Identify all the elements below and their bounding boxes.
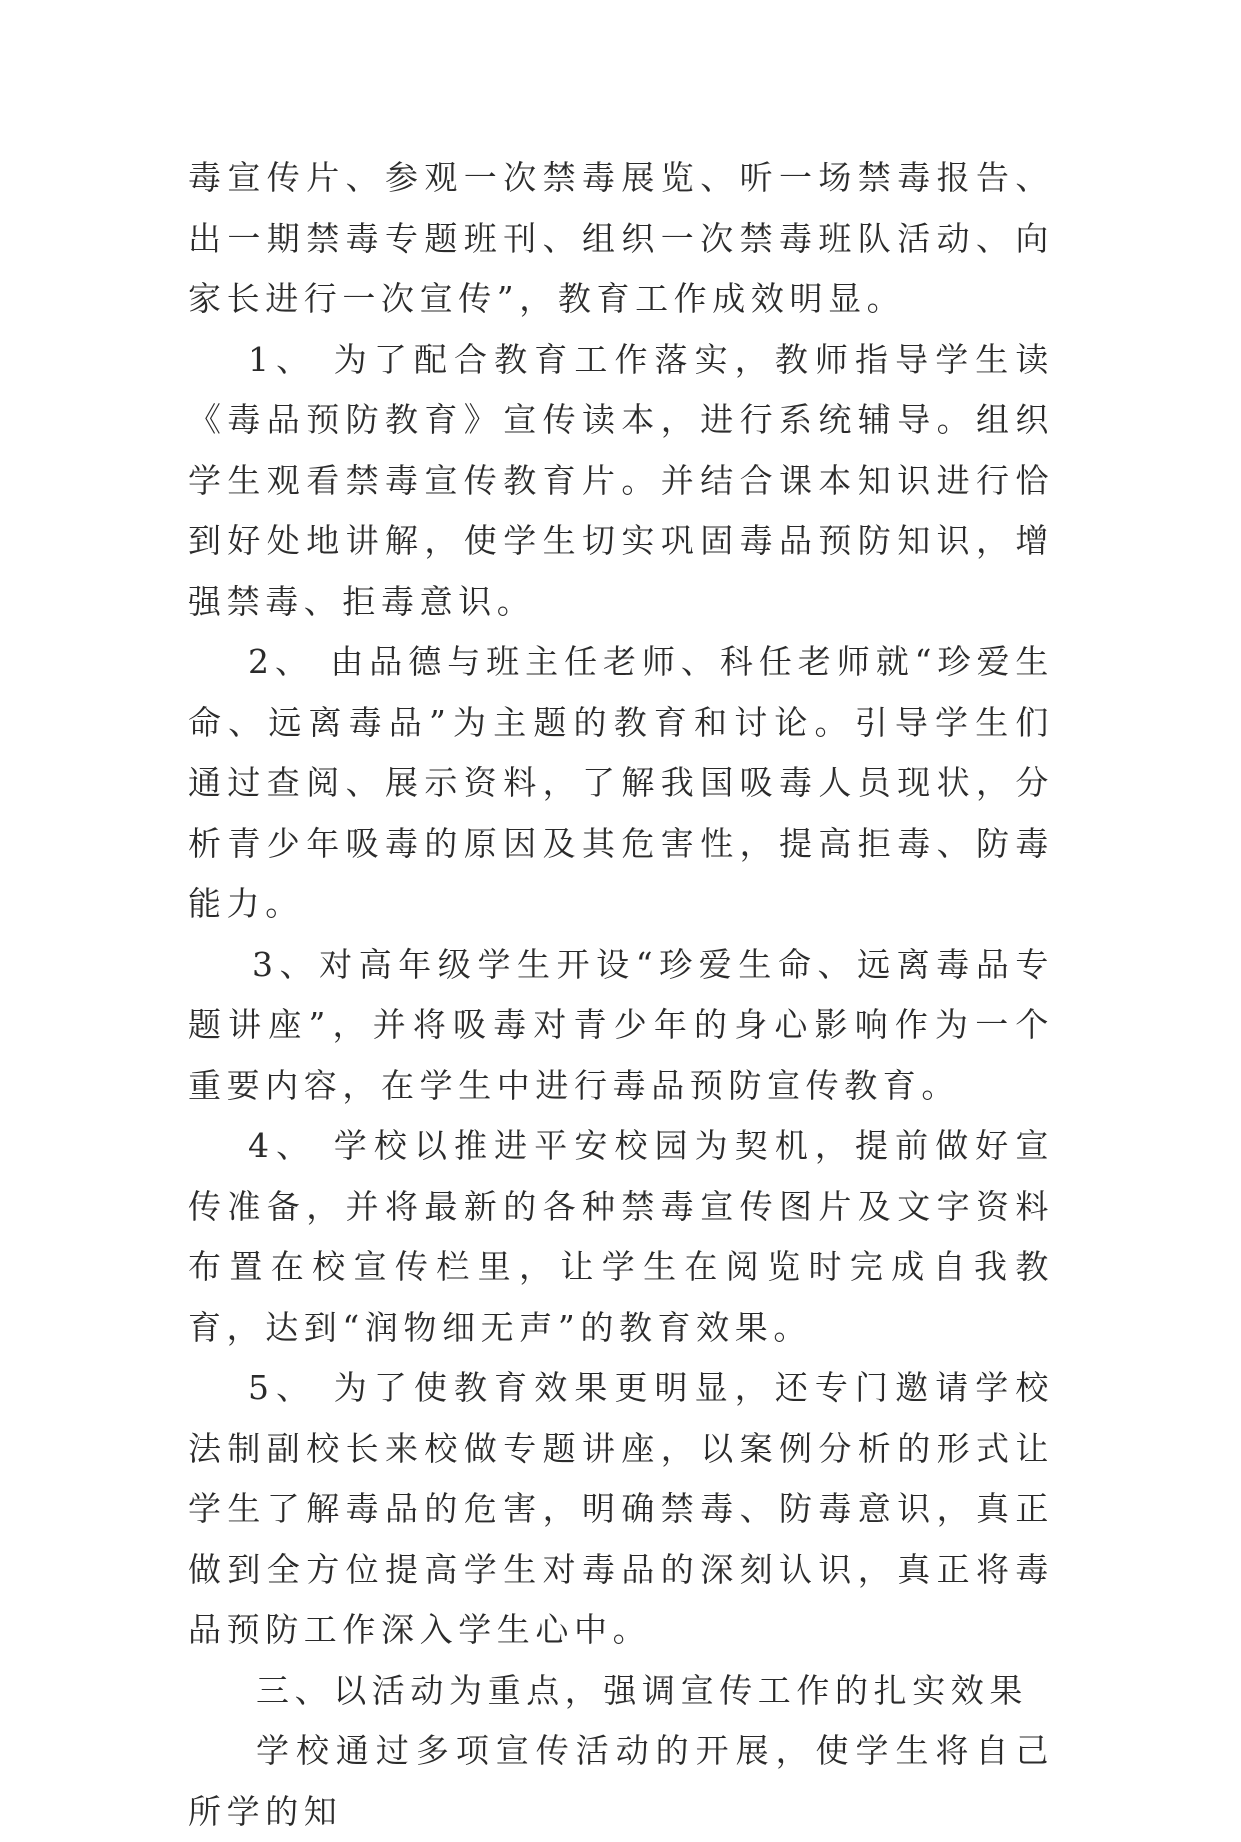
document-body: [188, 148, 1054, 1842]
paragraph-item-1: 1、 为了配合教育工作落实，教师指导学生读《毒品预防教育》宣传读本，进行系统辅导。组织学生观看禁毒宣传教育片。并结合课本知识进行恰到好处地讲解，使学生切实巩固毒品预防知识，增强禁毒、拒毒意识。: [188, 339, 1054, 621]
paragraph-continuation: 毒宣传片、参观一次禁毒展览、听一场禁毒报告、出一期禁毒专题班刊、组织一次禁毒班队活动、向家长进行一次宣传”，教育工作成效明显。: [188, 158, 1054, 318]
paragraph-item-2: 2、 由品德与班主任老师、科任老师就“珍爱生命、远离毒品”为主题的教育和讨论。引导学生们通过查阅、展示资料，了解我国吸毒人员现状，分析青少年吸毒的原因及其危害性，提高拒毒、防毒能力。: [188, 642, 1054, 923]
section-heading-3: 三、以活动为重点，强调宣传工作的扎实效果: [256, 1670, 1028, 1710]
paragraph-item-3: 3、对高年级学生开设“珍爱生命、远离毒品专题讲座”，并将吸毒对青少年的身心影响作为一个重要内容，在学生中进行毒品预防宣传教育。: [188, 944, 1054, 1105]
paragraph-item-5: 5、 为了使教育效果更明显，还专门邀请学校法制副校长来校做专题讲座，以案例分析的形式让学生了解毒品的危害，明确禁毒、防毒意识，真正做到全方位提高学生对毒品的深刻认识，真正将毒品预防工作深入学生心中。: [188, 1368, 1054, 1649]
paragraph-section-3-intro: 学校通过多项宣传活动的开展，使学生将自己所学的知: [188, 1731, 1054, 1831]
paragraph-item-4: 4、 学校以推进平安校园为契机，提前做好宣传准备，并将最新的各种禁毒宣传图片及文字资料布置在校宣传栏里，让学生在阅览时完成自我教育，达到“润物细无声”的教育效果。: [188, 1126, 1054, 1347]
